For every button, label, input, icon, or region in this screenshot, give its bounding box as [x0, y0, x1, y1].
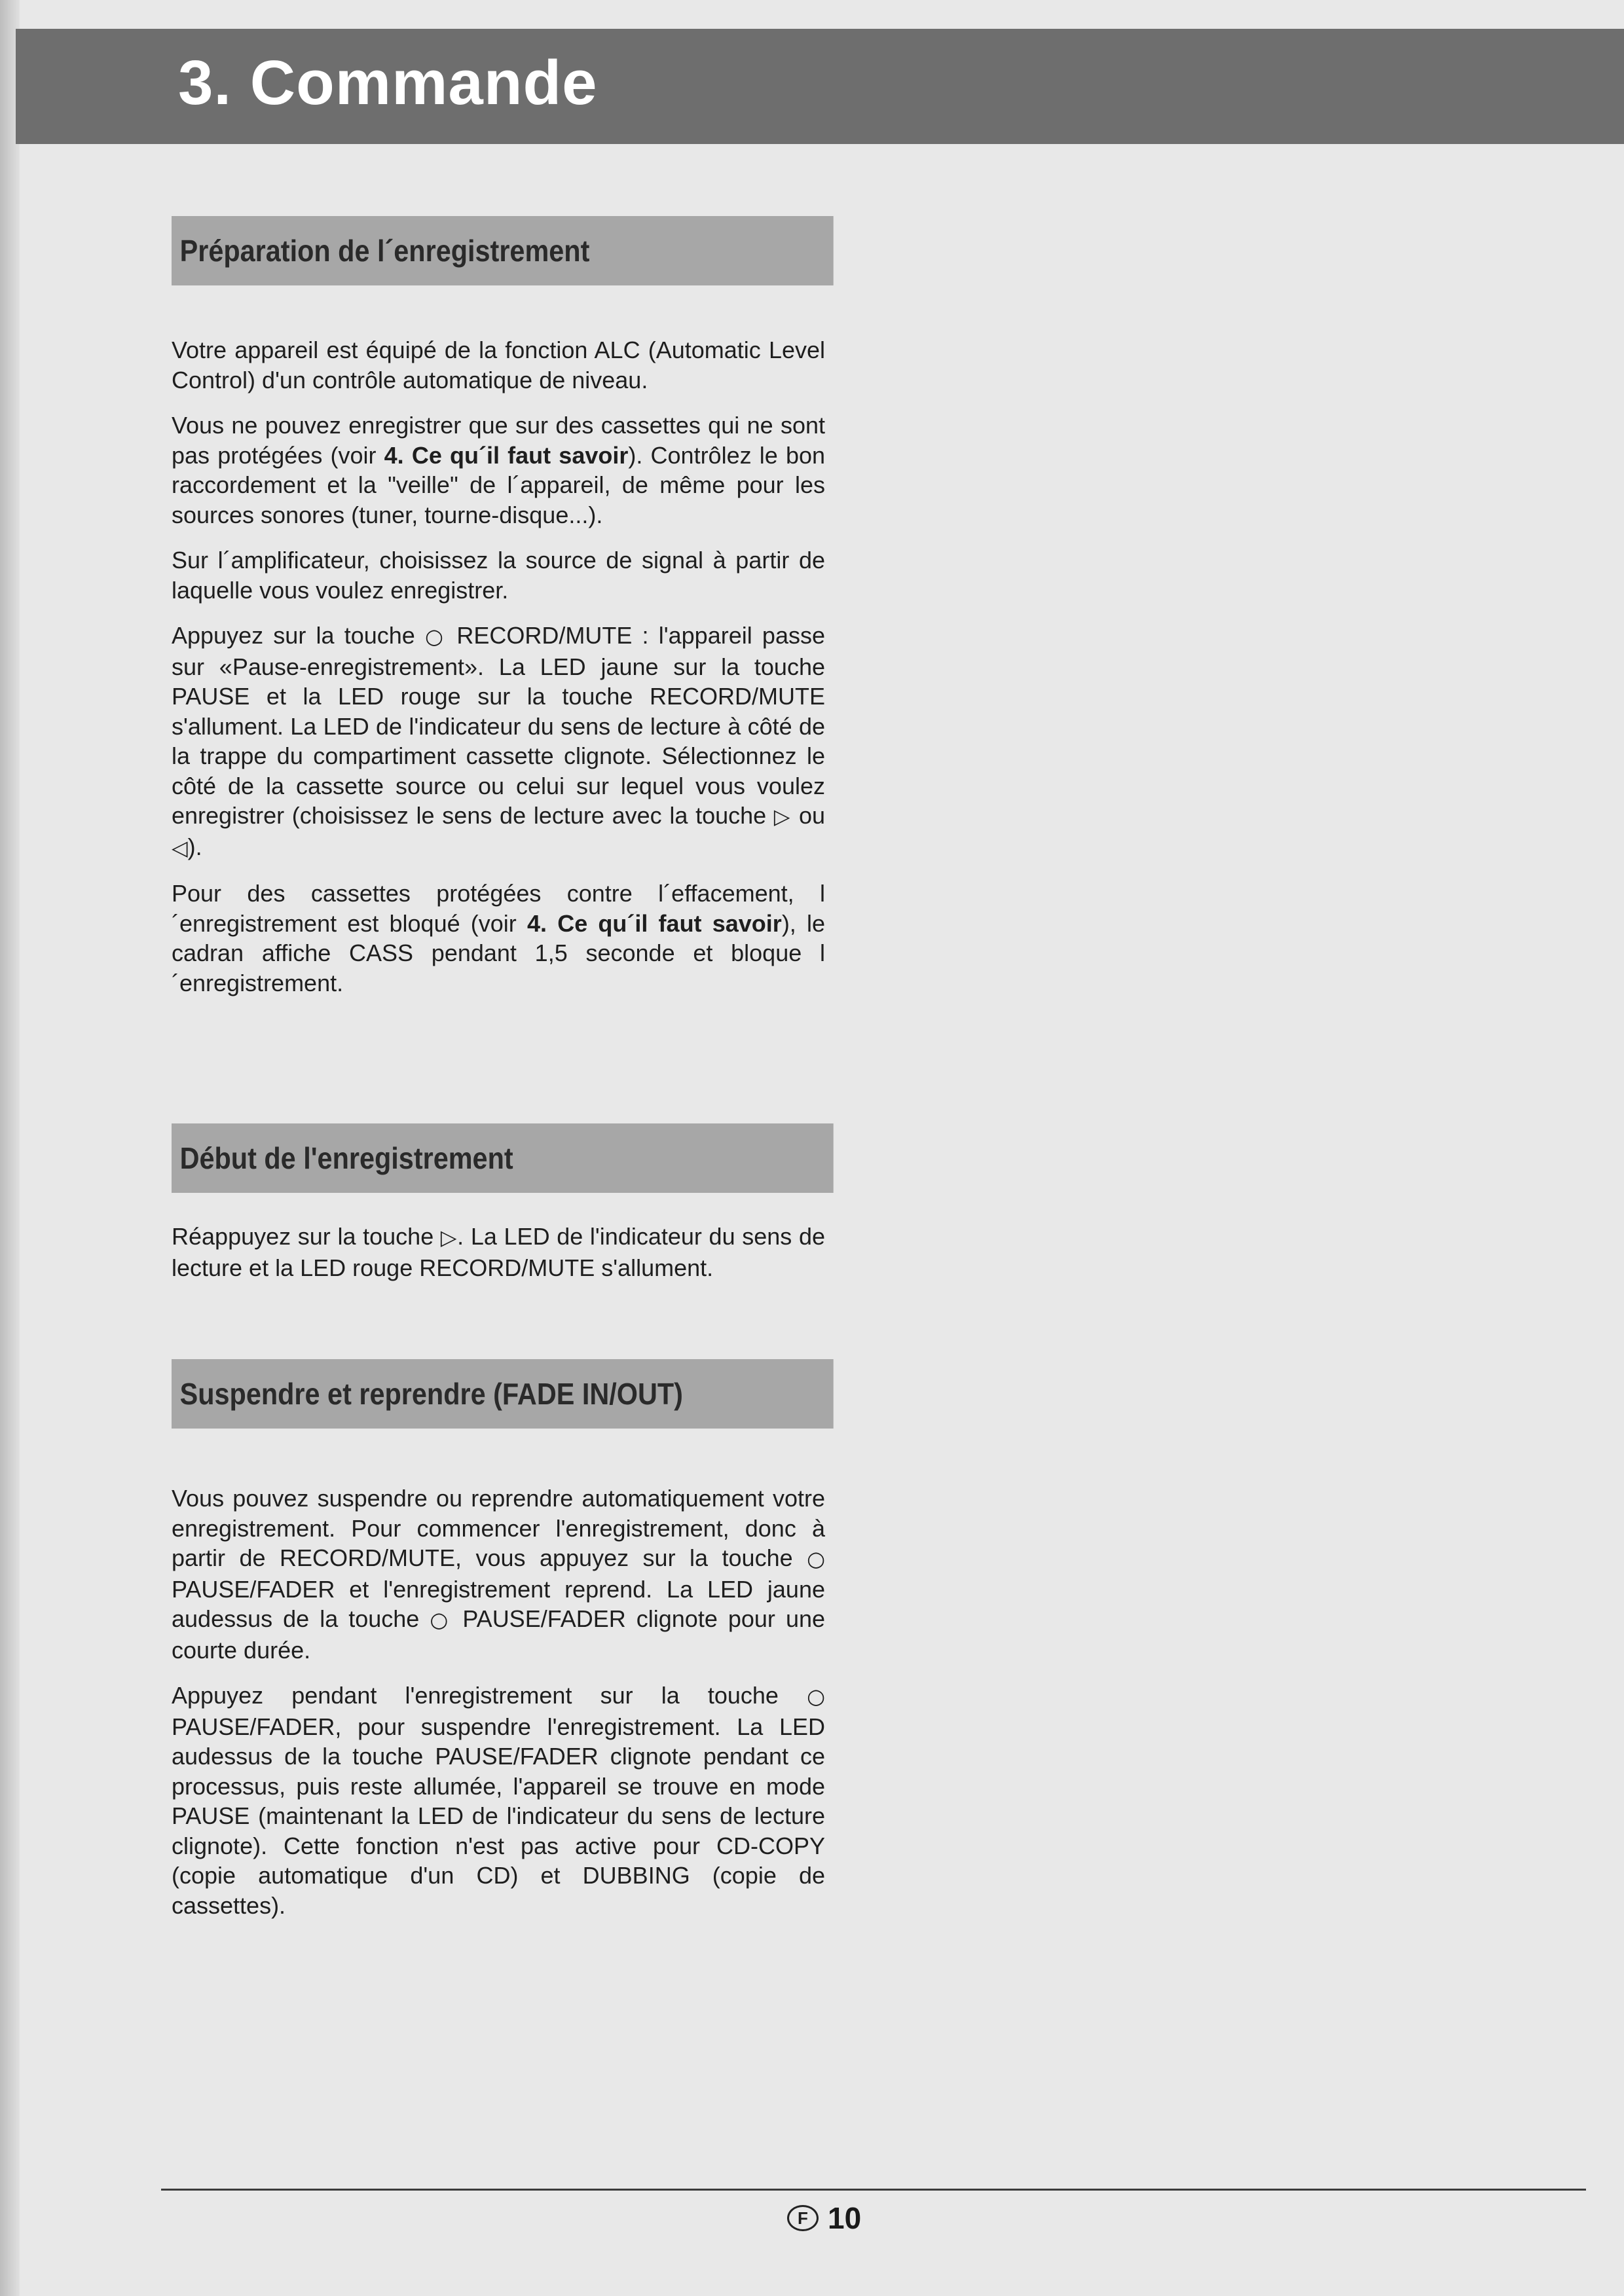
- text-run: Vous ne pouvez enregistrer que sur des cassettes qui ne sont pas protégées (voir: [172, 412, 825, 469]
- footer-rule: [161, 2189, 1586, 2191]
- paragraph-alc: Votre appareil est équipé de la fonction ALC (Automatic Level Control) d'un contrôle automatique de niveau.: [172, 337, 825, 393]
- cross-reference: 4. Ce qu´il faut savoir: [384, 441, 629, 469]
- text-run: PAUSE/FADER, pour suspendre l'enregistrement. La LED audessus de la touche PAUSE/FADER clignote pendant ce processus, puis reste allumée, l'appareil se trouve en mode PAUSE (maintenant la LED de l'indicateur du sens de lecture clignote). Cette fonction n'est pas active pour CD-COPY (copie automatique d'un CD) et DUBBING (copie de cassettes).: [172, 1713, 825, 1919]
- chapter-title: 3. Commande: [178, 48, 598, 118]
- text-run: ou: [791, 802, 825, 829]
- section-heading-start-recording: Début de l'enregistrement: [172, 1123, 834, 1193]
- section-preparation-body: [172, 335, 825, 998]
- section-heading-preparation: Préparation de l´enregistrement: [172, 216, 834, 285]
- text-run: Vous pouvez suspendre ou reprendre automatiquement votre enregistrement. Pour commencer l'enregistrement, donc à partir de RECORD/MUTE, vous appuyez sur la touche: [172, 1485, 825, 1571]
- text-run: RECORD/MUTE : l'appareil passe sur «Pause-enregistrement». La LED jaune sur la touche PAUSE et la LED rouge sur la touche RECORD/MUTE s'allument. La LED de l'indicateur du sens de lecture à côté de la trappe du compartiment cassette clignote. Sélectionnez le côté de la cassette source ou celui sur lequel vous voulez enregistrer (choisissez le sens de lecture avec la touche: [172, 622, 825, 829]
- circle-button-icon: ○: [425, 624, 447, 649]
- circle-button-icon: ○: [430, 1607, 452, 1632]
- paragraph-protected-cassettes: [172, 410, 825, 530]
- section-fade: [172, 1359, 825, 1429]
- text-run: PAUSE/FADER clignote pour une courte durée.: [172, 1605, 826, 1664]
- circle-button-icon: ○: [807, 1684, 825, 1709]
- paragraph-erase-protection: [172, 879, 825, 998]
- text-run: ). Contrôlez le bon raccordement et la "veille" de l´appareil, de même pour les sources sonores (tuner, tourne-disque...).: [172, 441, 826, 528]
- text-run: . La LED de l'indicateur du sens de lecture et la LED rouge RECORD/MUTE s'allument.: [172, 1223, 826, 1281]
- page-binding-edge: [0, 0, 20, 2296]
- text-run: ), le cadran affiche CASS pendant 1,5 seconde et bloque l´enregistrement.: [172, 909, 826, 996]
- text-run: Appuyez pendant l'enregistrement sur la touche: [172, 1682, 807, 1709]
- section-start-recording-body: [172, 1222, 825, 1283]
- section-preparation: [172, 216, 825, 285]
- section-start-recording: [172, 1123, 825, 1193]
- page-number: 10: [828, 2201, 862, 2235]
- circle-button-icon: ○: [807, 1546, 825, 1571]
- paragraph-record-mute: [172, 621, 825, 863]
- text-run: Appuyez sur la touche: [172, 622, 426, 649]
- paragraph-fade-resume: [172, 1484, 825, 1665]
- language-badge: F: [787, 2205, 819, 2231]
- cross-reference: 4. Ce qu´il faut savoir: [526, 909, 782, 937]
- text-run: ).: [187, 833, 202, 860]
- footer: [787, 2198, 861, 2238]
- play-forward-icon: ▷: [773, 804, 792, 829]
- paragraph-amplifier-source: Sur l´amplificateur, choisissez la source de signal à partir de laquelle vous voulez enregistrer.: [172, 547, 825, 604]
- text-run: PAUSE/FADER et l'enregistrement reprend. La LED jaune audessus de la touche: [172, 1575, 825, 1632]
- section-heading-fade: Suspendre et reprendre (FADE IN/OUT): [172, 1359, 834, 1429]
- paragraph-fade-suspend: [172, 1681, 825, 1920]
- play-forward-icon: ▷: [440, 1225, 458, 1250]
- text-run: Pour des cassettes protégées contre l´effacement, l´enregistrement est bloqué (voir: [172, 880, 825, 937]
- text-run: Réappuyez sur la touche: [172, 1223, 441, 1250]
- section-fade-body: [172, 1484, 825, 1920]
- play-reverse-icon: ◁: [172, 835, 188, 860]
- paragraph-press-play: [172, 1222, 825, 1283]
